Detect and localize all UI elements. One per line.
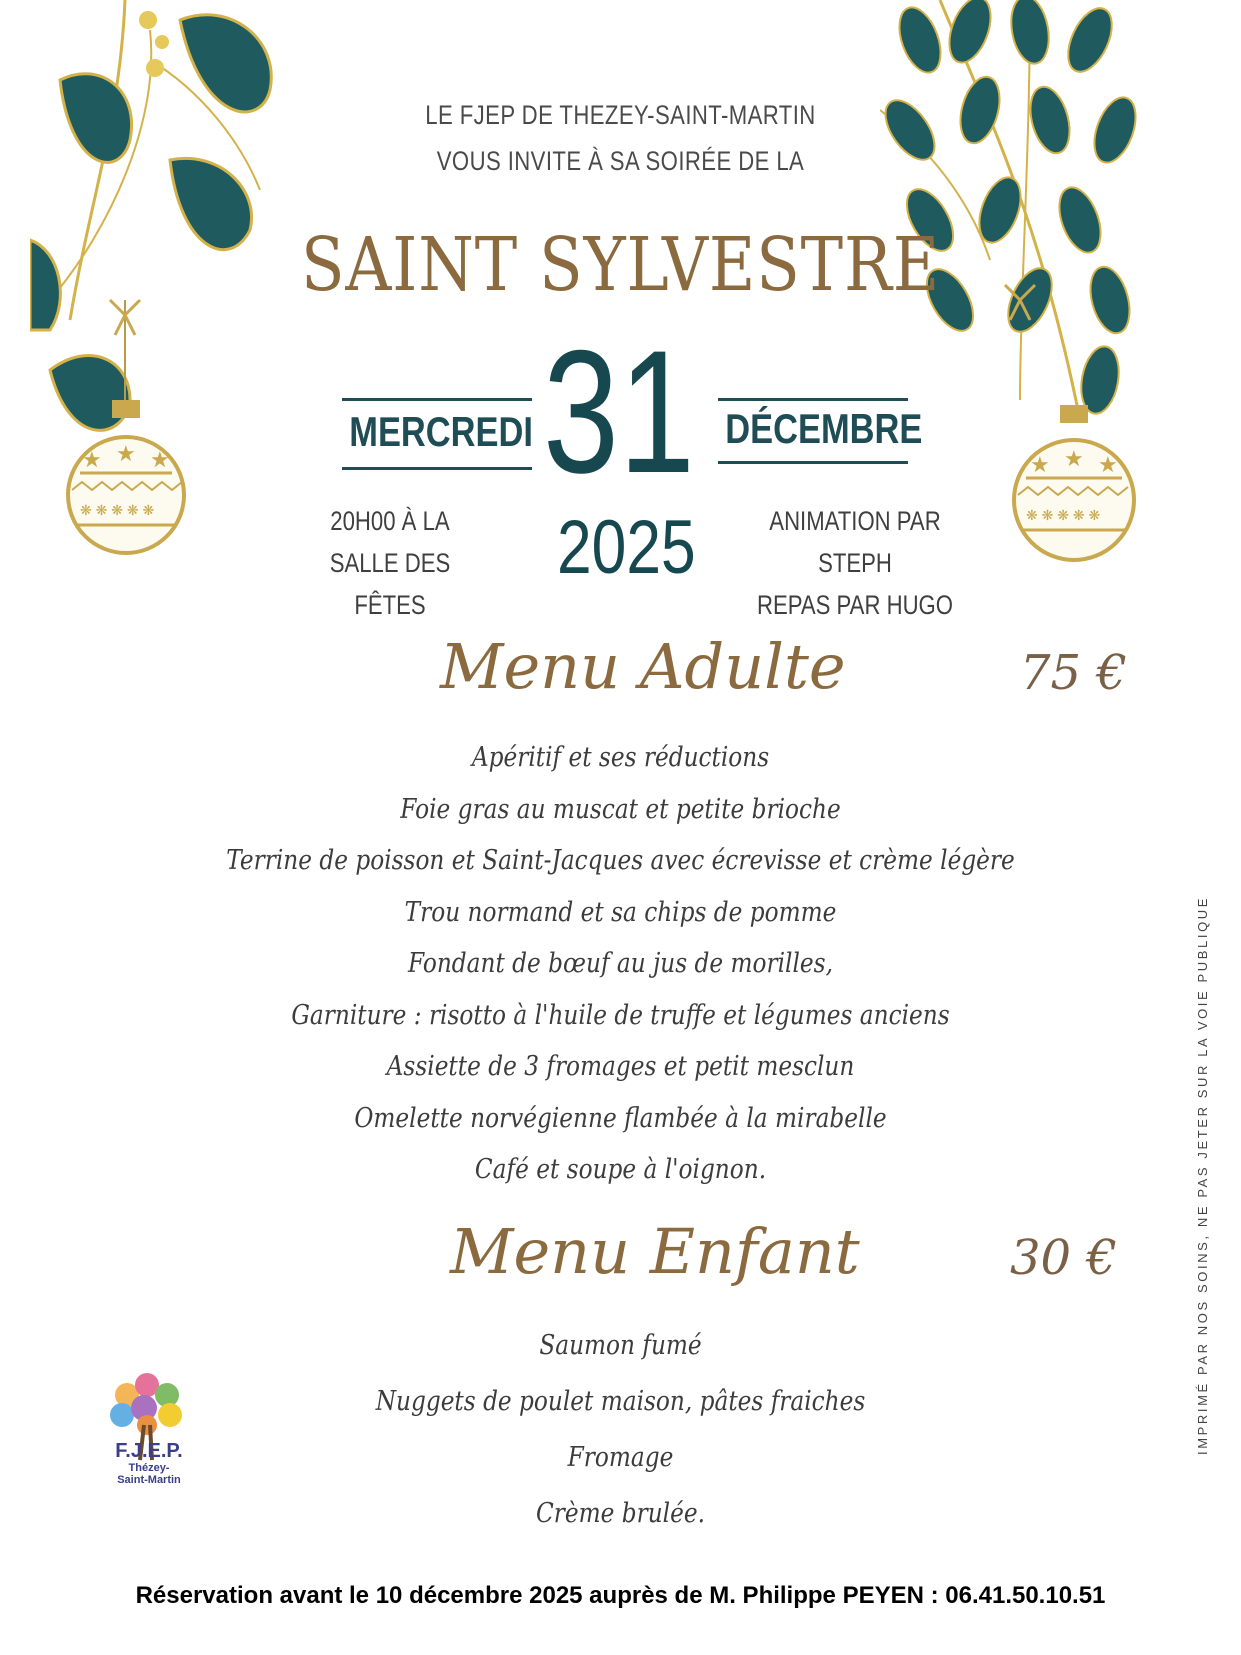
invite-line-1: LE FJEP DE THEZEY-SAINT-MARTIN: [425, 100, 816, 130]
list-item: Terrine de poisson et Saint-Jacques avec écrevisse et crème légère: [226, 845, 1015, 876]
fjep-logo-text: [84, 1440, 214, 1486]
list-item: Crème brulée.: [536, 1498, 705, 1529]
svg-text:❋ ❋ ❋ ❋ ❋: ❋ ❋ ❋ ❋ ❋: [1026, 507, 1101, 523]
list-item: Foie gras au muscat et petite brioche: [400, 793, 841, 825]
month-rule-bottom: [718, 461, 908, 464]
list-item: Apéritif et ses réductions: [471, 742, 770, 773]
event-title: SAINT SYLVESTRE: [300, 222, 941, 308]
logo-town-1: Thézey-: [128, 1462, 170, 1474]
animation-line-1: ANIMATION PAR STEPH: [769, 506, 941, 578]
list-item: Assiette de 3 fromages et petit mesclun: [386, 1051, 855, 1082]
time-line-2: SALLE DES FÊTES: [329, 548, 451, 620]
svg-text:★: ★: [1030, 452, 1050, 477]
time-line-1: 20H00 À LA: [330, 506, 450, 536]
event-weekday: MERCREDI: [349, 408, 533, 455]
weekday-rule-top: [342, 398, 532, 401]
list-item: Garniture : risotto à l'huile de truffe et légumes anciens: [291, 999, 950, 1031]
svg-text:★: ★: [150, 447, 170, 472]
event-day: 31: [543, 315, 695, 510]
adult-menu-list: [0, 732, 1241, 1196]
child-menu-heading: Menu Enfant: [450, 1215, 860, 1288]
list-item: Omelette norvégienne flambée à la mirabelle: [354, 1102, 887, 1134]
list-item: Café et soupe à l'oignon.: [474, 1154, 767, 1185]
reservation-footer: Réservation avant le 10 décembre 2025 auprès de M. Philippe PEYEN : 06.41.50.10.51: [135, 1582, 1106, 1609]
weekday-rule-bottom: [342, 467, 532, 470]
month-rule-top: [718, 398, 908, 401]
adult-menu-heading: Menu Adulte: [440, 630, 846, 703]
event-animation: [732, 500, 978, 626]
list-item: Nuggets de poulet maison, pâtes fraiches: [375, 1386, 866, 1417]
logo-town-2: Saint-Martin: [117, 1474, 181, 1486]
event-year: 2025: [557, 505, 696, 590]
svg-text:★: ★: [1098, 452, 1118, 477]
right-leaf-branch-decoration: [880, 0, 1140, 440]
list-item: Fondant de bœuf au jus de morilles,: [408, 948, 833, 979]
svg-text:❋ ❋ ❋ ❋ ❋: ❋ ❋ ❋ ❋ ❋: [80, 502, 155, 518]
logo-name: F.J.E.P.: [115, 1440, 183, 1462]
animation-line-2: REPAS PAR HUGO: [756, 590, 954, 620]
list-item: Trou normand et sa chips de pomme: [404, 896, 837, 928]
list-item: Saumon fumé: [539, 1330, 702, 1361]
svg-text:★: ★: [1064, 446, 1084, 471]
adult-menu-price: 75 €: [1020, 645, 1127, 701]
event-time-place: [292, 500, 489, 626]
invite-intro: [112, 92, 1130, 184]
invite-line-2: VOUS INVITE À SA SOIRÉE DE LA: [436, 146, 805, 176]
svg-text:★: ★: [82, 447, 102, 472]
list-item: Fromage: [567, 1442, 674, 1473]
print-notice: IMPRIMÉ PAR NOS SOINS, NE PAS JETER SUR LA VOIE PUBLIQUE: [1195, 895, 1210, 1455]
event-month: DÉCEMBRE: [725, 405, 923, 452]
left-ornament-ball-decoration: [62, 395, 192, 595]
svg-text:★: ★: [116, 441, 136, 466]
child-menu-price: 30 €: [1010, 1230, 1117, 1286]
right-ornament-ball-decoration: [1010, 400, 1140, 600]
